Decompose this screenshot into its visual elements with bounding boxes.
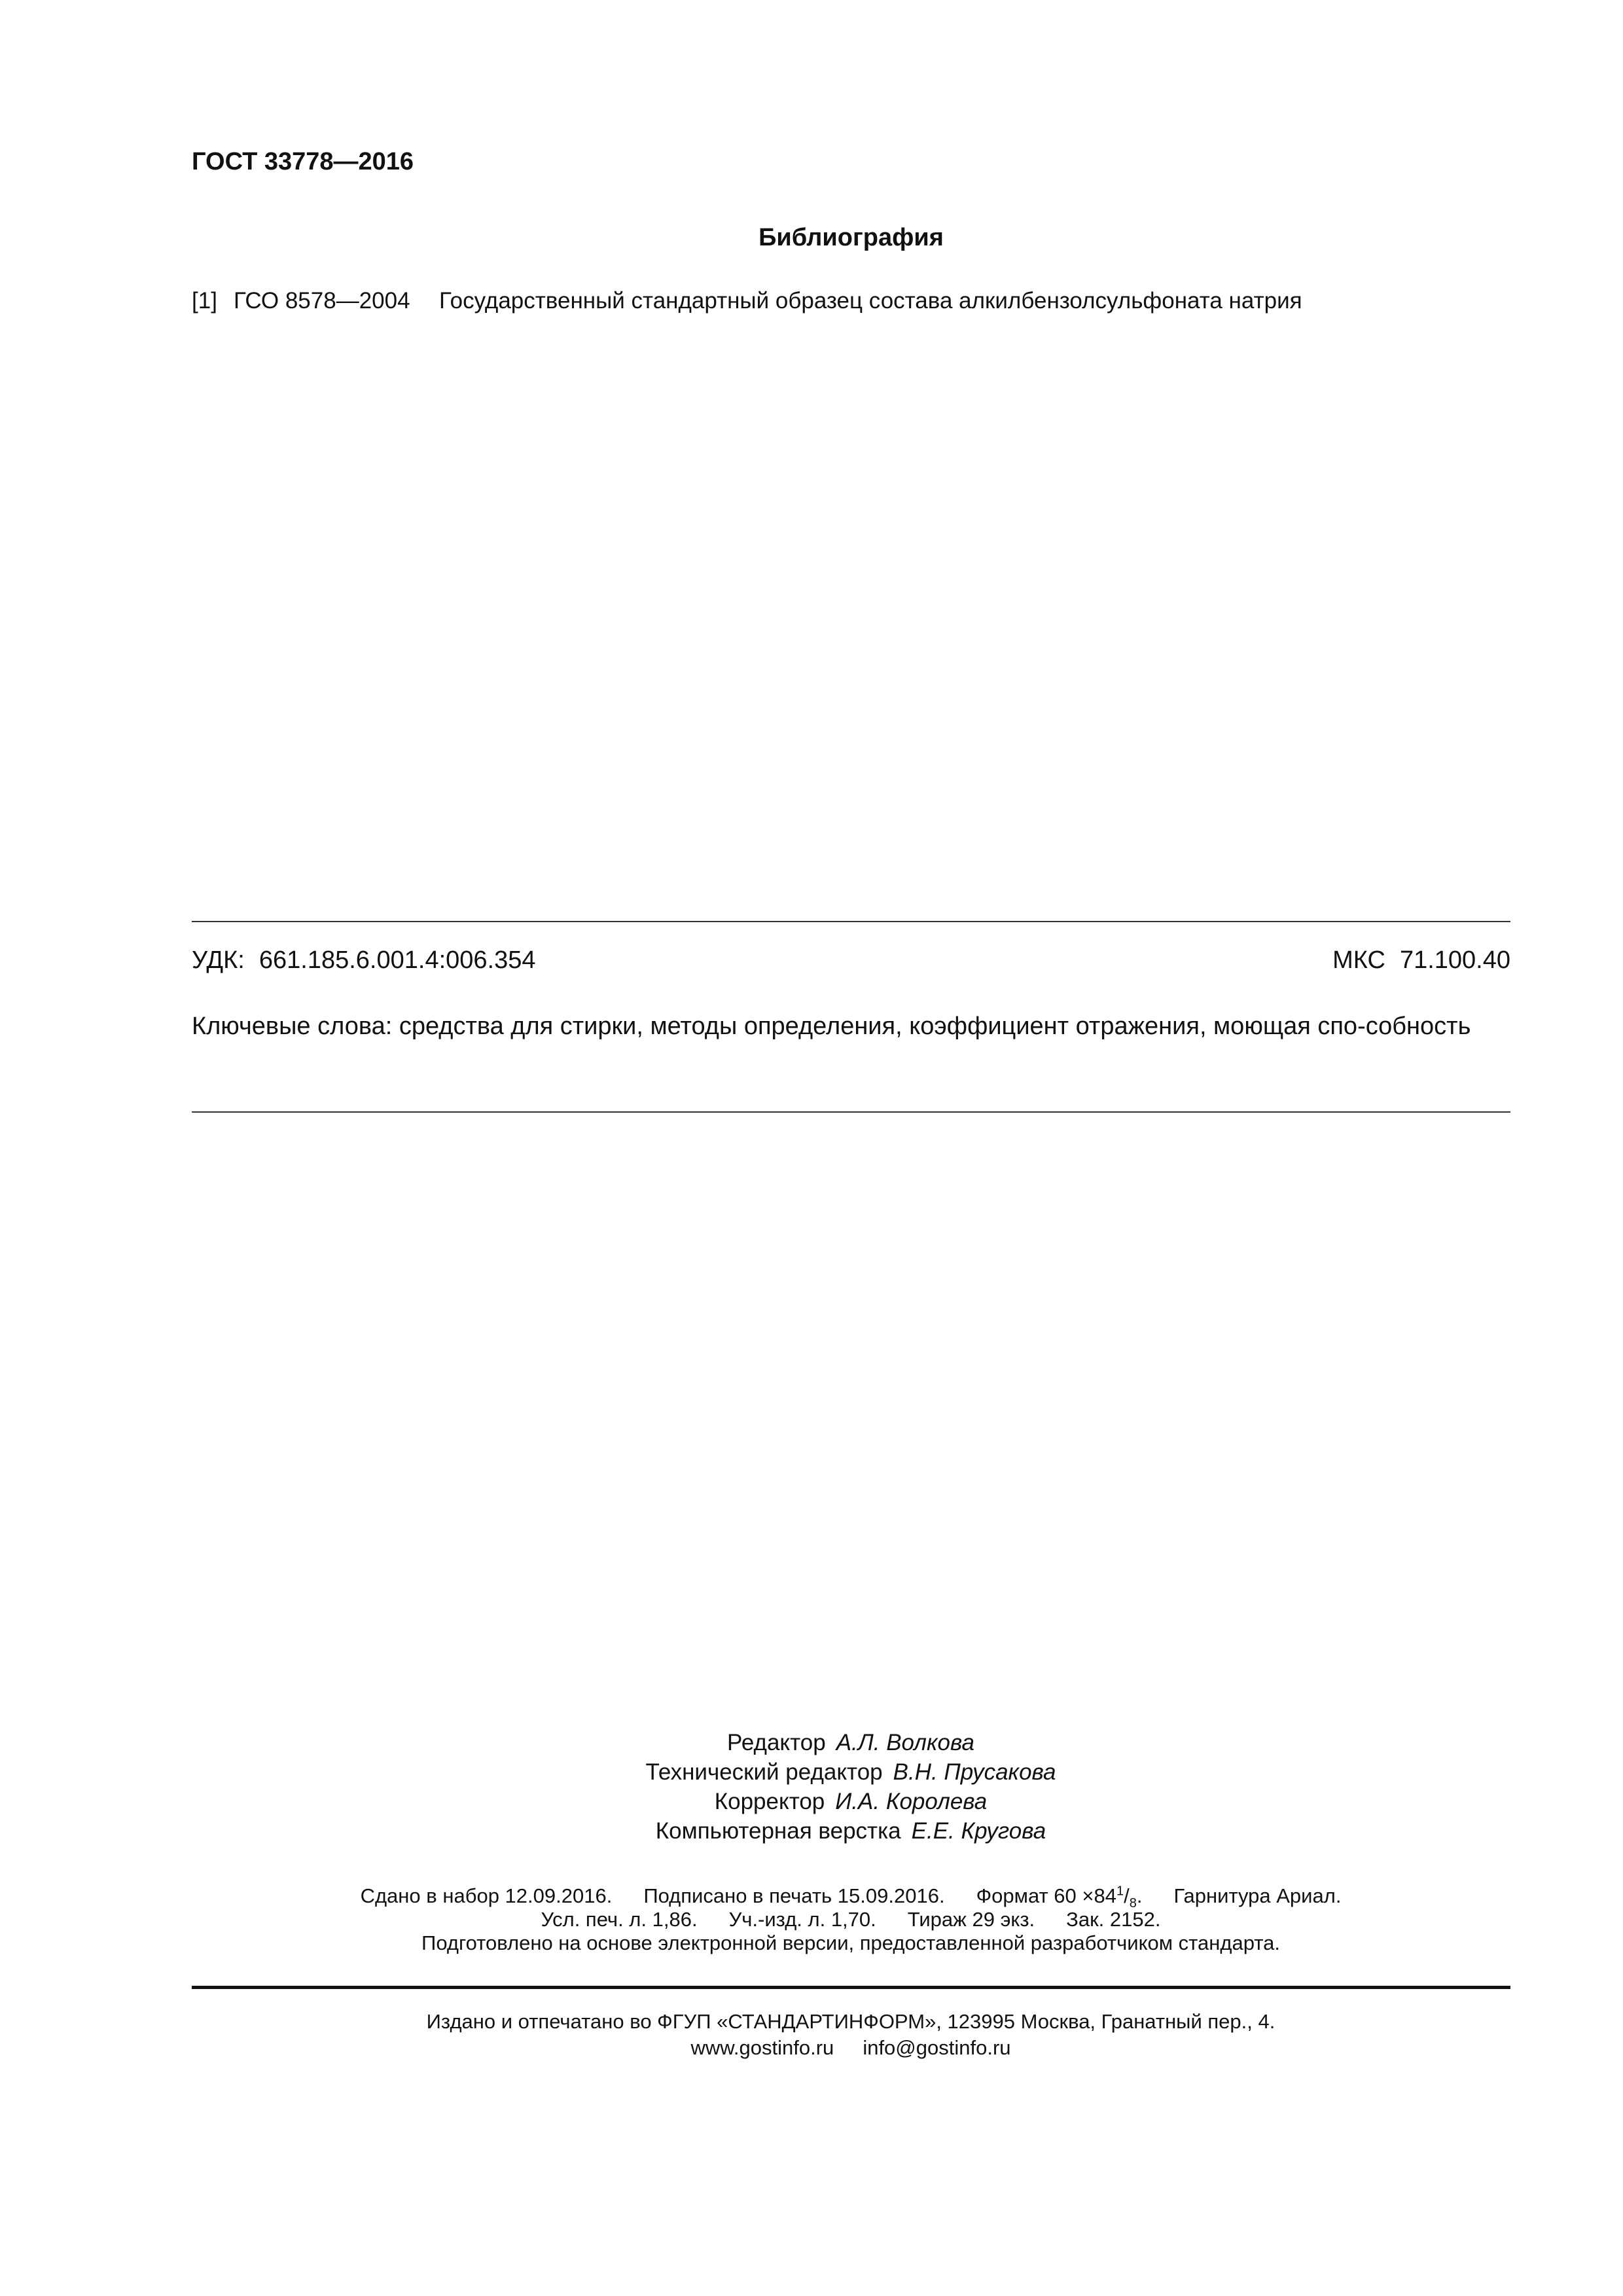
- bibliography-entry: [192, 288, 1302, 314]
- credit-name: В.Н. Прусакова: [893, 1759, 1056, 1785]
- publisher-website-link[interactable]: www.gostinfo.ru: [690, 2036, 834, 2059]
- udk-value: 661.185.6.001.4:006.354: [259, 946, 536, 974]
- imprint-typeface: Гарнитура Ариал.: [1173, 1884, 1342, 1907]
- imprint-signed: Подписано в печать 15.09.2016.: [643, 1884, 945, 1907]
- imprint-line-2: [0, 1908, 1623, 1931]
- credit-role: Компьютерная верстка: [655, 1818, 901, 1844]
- imprint-order: Зак. 2152.: [1066, 1908, 1161, 1931]
- imprint-run: Тираж 29 экз.: [907, 1908, 1035, 1931]
- bibliography-entry-text: Государственный стандартный образец состава алкилбензолсульфоната натрия: [439, 288, 1302, 314]
- bottom-divider: [192, 1111, 1510, 1113]
- imprint-line-1: [0, 1884, 1623, 1911]
- credit-name: Е.Е. Кругова: [911, 1818, 1046, 1844]
- publisher-contacts: [0, 2035, 1623, 2061]
- publisher-divider: [192, 1986, 1510, 1989]
- imprint-submitted: Сдано в набор 12.09.2016.: [360, 1884, 613, 1907]
- credit-role: Редактор: [727, 1730, 826, 1755]
- bibliography-title: Библиография: [758, 224, 944, 251]
- imprint-publ-sheets: Уч.-изд. л. 1,70.: [728, 1908, 876, 1931]
- credit-role: Технический редактор: [645, 1759, 883, 1785]
- credit-proofreader: [0, 1787, 1623, 1816]
- credit-layout: [0, 1816, 1623, 1846]
- bibliography-entry-number: [1]: [192, 288, 217, 314]
- credit-name: А.Л. Волкова: [836, 1730, 974, 1755]
- credit-editor: [0, 1728, 1623, 1757]
- udk-line: [192, 946, 536, 975]
- imprint-format: Формат $60 \times 84^1/_8$.: [976, 1884, 1143, 1911]
- imprint-block: [0, 1884, 1623, 1955]
- document-code: ГОСТ 33778—2016: [192, 148, 414, 175]
- credit-role: Корректор: [714, 1789, 825, 1814]
- top-divider: [192, 921, 1510, 922]
- credits-block: [0, 1728, 1623, 1846]
- credit-name: И.А. Королева: [835, 1789, 988, 1814]
- mks-line: [1332, 946, 1510, 975]
- imprint-prepared: Подготовлено на основе электронной версии, предоставленной разработчиком стандарта.: [421, 1931, 1280, 1954]
- bibliography-entry-code: ГСО 8578—2004: [234, 288, 410, 314]
- keywords: Ключевые слова: средства для стирки, методы определения, коэффициент отражения, моющая спо-собность: [192, 1013, 1471, 1040]
- publisher-address: Издано и отпечатано во ФГУП «СТАНДАРТИНФОРМ», 123995 Москва, Гранатный пер., 4.: [426, 2010, 1275, 2033]
- credit-technical-editor: [0, 1757, 1623, 1787]
- mks-value: 71.100.40: [1399, 946, 1510, 974]
- mks-label: МКС: [1332, 946, 1385, 974]
- imprint-print-sheets: Усл. печ. л. 1,86.: [541, 1908, 698, 1931]
- publisher-email-link[interactable]: info@gostinfo.ru: [863, 2036, 1011, 2059]
- udk-label: УДК:: [192, 946, 245, 974]
- publisher-block: [0, 2009, 1623, 2061]
